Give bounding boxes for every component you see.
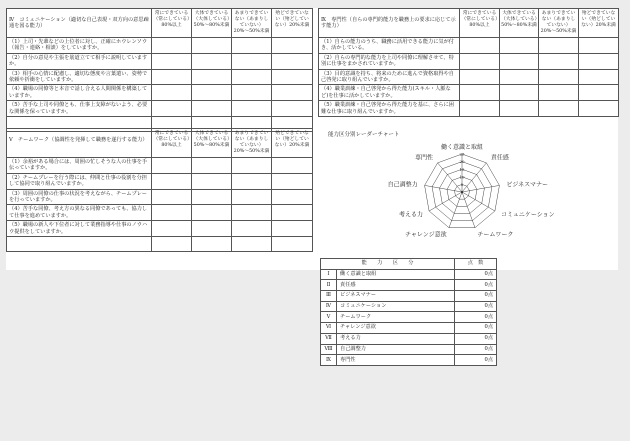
rating-cell[interactable] bbox=[232, 173, 272, 189]
question-row bbox=[7, 38, 313, 54]
question-text: （4）苦手な同僚、考え方の異なる同僚であっても、協力して仕事を進めていますか。 bbox=[7, 205, 152, 221]
radar-data-point bbox=[461, 191, 463, 193]
rating-cell[interactable] bbox=[232, 101, 272, 117]
rating-cell[interactable] bbox=[460, 85, 500, 101]
score-value: 0点 bbox=[455, 323, 497, 334]
score-value: 0点 bbox=[455, 291, 497, 302]
score-ability: ビジネスマナー bbox=[337, 291, 455, 302]
rating-label-1: 常にできている（常にしている）80%以上 bbox=[460, 9, 500, 38]
question-text: （3）相手の心情に配慮し、適切な態度や言葉遣い、姿勢で依頼や折衝をしていますか。 bbox=[7, 69, 152, 85]
score-num: Ⅶ bbox=[321, 333, 337, 344]
score-value: 0点 bbox=[455, 269, 497, 280]
radar-axis-line bbox=[425, 185, 462, 192]
rating-cell[interactable] bbox=[152, 205, 192, 221]
rating-cell[interactable] bbox=[272, 221, 313, 237]
rating-label-2: 大体できている（大体している）50%〜80%未満 bbox=[192, 129, 232, 158]
rating-cell[interactable] bbox=[539, 69, 579, 85]
score-ability: 専門性 bbox=[337, 355, 455, 366]
rating-cell[interactable] bbox=[272, 53, 313, 69]
rating-cell[interactable] bbox=[232, 69, 272, 85]
radar-chart bbox=[342, 138, 582, 246]
score-ability: 考える力 bbox=[337, 333, 455, 344]
rating-cell[interactable] bbox=[460, 53, 500, 69]
rating-cell[interactable] bbox=[272, 69, 313, 85]
question-text: （5）職業訓練・自己啓発から得た能力を基に、さらに困難な仕事に取り組んでいますか。 bbox=[319, 101, 460, 117]
blank-cell bbox=[7, 237, 152, 252]
rating-cell[interactable] bbox=[579, 53, 619, 69]
blank-row bbox=[7, 237, 313, 252]
question-row bbox=[7, 221, 313, 237]
blank-cell bbox=[272, 237, 313, 252]
rating-label-4: 殆どできていない（殆どしていない）20%未満 bbox=[272, 9, 313, 38]
score-header-ability: 能 力 区 分 bbox=[321, 259, 455, 270]
question-text: （1）上司・先輩などの上位者に対し、正確にホウレンソウ（報告・連絡・相談）をしていますか。 bbox=[7, 38, 152, 54]
score-ability: チームワーク bbox=[337, 312, 455, 323]
radar-axis-label: ビジネスマナー bbox=[506, 181, 549, 189]
question-row bbox=[7, 53, 313, 69]
rating-cell[interactable] bbox=[152, 189, 192, 205]
score-num: Ⅳ bbox=[321, 301, 337, 312]
question-text: （3）目的意識を持ち、将来のために進んで資格取得や自己啓発に取り組んでいますか。 bbox=[319, 69, 460, 85]
rating-cell[interactable] bbox=[272, 205, 313, 221]
rating-label-4: 殆どできていない（殆どしていない）20%未満 bbox=[579, 9, 619, 38]
question-row bbox=[7, 173, 313, 189]
section-ix-title: Ⅸ 専門性（自らの専門的能力を職務上の要求に応じて示す能力） bbox=[319, 9, 460, 38]
radar-axis-line bbox=[462, 192, 495, 211]
rating-cell[interactable] bbox=[192, 189, 232, 205]
rating-cell[interactable] bbox=[152, 158, 192, 174]
score-row bbox=[321, 301, 497, 312]
question-row bbox=[7, 69, 313, 85]
radar-scale-label: 20 bbox=[459, 159, 465, 165]
radar-axis-line bbox=[438, 163, 462, 192]
score-row bbox=[321, 312, 497, 323]
radar-scale-label: 5 bbox=[460, 182, 464, 187]
score-header-row bbox=[321, 259, 497, 270]
score-row bbox=[321, 355, 497, 366]
rating-cell[interactable] bbox=[152, 221, 192, 237]
radar-axis-line bbox=[462, 163, 486, 192]
question-text: （2）自らの専門的な能力を上司や同僚に理解させて、特別に仕事をまかされていますか。 bbox=[319, 53, 460, 69]
blank-cell bbox=[152, 237, 192, 252]
rating-cell[interactable] bbox=[579, 85, 619, 101]
score-value: 0点 bbox=[455, 280, 497, 291]
rating-cell[interactable] bbox=[460, 38, 500, 54]
score-num: Ⅸ bbox=[321, 355, 337, 366]
score-ability: チャレンジ意欲 bbox=[337, 323, 455, 334]
radar-axis-label: コミュニケーション bbox=[500, 211, 555, 219]
radar-axis-line bbox=[462, 192, 475, 228]
score-value: 0点 bbox=[455, 333, 497, 344]
question-row bbox=[7, 101, 313, 117]
rating-cell[interactable] bbox=[272, 101, 313, 117]
score-row bbox=[321, 269, 497, 280]
rating-cell[interactable] bbox=[579, 69, 619, 85]
score-num: Ⅱ bbox=[321, 280, 337, 291]
section-iv-table bbox=[6, 8, 313, 132]
rating-cell[interactable] bbox=[232, 85, 272, 101]
section-iv-title: Ⅳ コミュニケーション（適切な自己表現・双方向の意思疎通を図る能力） bbox=[7, 9, 152, 38]
chart-title: 能力区分別レーダーチャート bbox=[328, 132, 400, 138]
question-row bbox=[7, 85, 313, 101]
rating-cell[interactable] bbox=[272, 38, 313, 54]
rating-label-1: 常にできている（常にしている）80%以上 bbox=[152, 9, 192, 38]
rating-cell[interactable] bbox=[152, 38, 192, 54]
question-text: （2）チームプレーを行う際には、仲間と仕事の役割を分担して協同で取り組んでいますか。 bbox=[7, 173, 152, 189]
rating-cell[interactable] bbox=[232, 158, 272, 174]
question-row bbox=[319, 69, 619, 85]
radar-axis-label: チームワーク bbox=[477, 231, 514, 239]
rating-cell[interactable] bbox=[500, 85, 539, 101]
question-row bbox=[7, 205, 313, 221]
rating-cell[interactable] bbox=[192, 38, 232, 54]
question-row bbox=[7, 189, 313, 205]
rating-cell[interactable] bbox=[192, 53, 232, 69]
score-num: Ⅴ bbox=[321, 312, 337, 323]
question-row bbox=[319, 38, 619, 54]
rating-cell[interactable] bbox=[579, 101, 619, 117]
rating-cell[interactable] bbox=[192, 173, 232, 189]
rating-cell[interactable] bbox=[192, 158, 232, 174]
radar-axis-line bbox=[449, 192, 462, 228]
rating-cell[interactable] bbox=[152, 69, 192, 85]
score-num: Ⅲ bbox=[321, 291, 337, 302]
rating-cell[interactable] bbox=[232, 53, 272, 69]
radar-scale-label: 25 bbox=[459, 151, 465, 157]
score-value: 0点 bbox=[455, 355, 497, 366]
score-row bbox=[321, 344, 497, 355]
radar-axis-label: 自己調整力 bbox=[387, 181, 418, 189]
rating-cell[interactable] bbox=[500, 53, 539, 69]
section-iv-header bbox=[7, 9, 313, 38]
rating-cell[interactable] bbox=[500, 101, 539, 117]
rating-cell[interactable] bbox=[539, 53, 579, 69]
section-ix-table bbox=[318, 8, 619, 117]
question-row bbox=[7, 158, 313, 174]
rating-cell[interactable] bbox=[579, 38, 619, 54]
radar-axis-label: 考える力 bbox=[399, 211, 424, 219]
question-text: （1）自らの能力のうち、職務に活用できる能力に気が付き、活かしている。 bbox=[319, 38, 460, 54]
blank-cell bbox=[232, 237, 272, 252]
question-row bbox=[319, 85, 619, 101]
rating-cell[interactable] bbox=[192, 69, 232, 85]
question-text: （4）職場の同僚等と本音で話し合える人間関係を構築していますか。 bbox=[7, 85, 152, 101]
score-header-points: 点 数 bbox=[455, 259, 497, 270]
rating-label-2: 大体できている（大体している）50%〜80%未満 bbox=[500, 9, 539, 38]
rating-cell[interactable] bbox=[539, 38, 579, 54]
rating-cell[interactable] bbox=[539, 101, 579, 117]
rating-label-4: 殆どできていない（殆どしていない）20%未満 bbox=[272, 129, 313, 158]
radar-axis-label: 働く意識と取組 bbox=[440, 144, 484, 152]
rating-label-3: あまりできていない（あまりしていない）20%〜50%未満 bbox=[539, 9, 579, 38]
rating-cell[interactable] bbox=[192, 101, 232, 117]
score-row bbox=[321, 333, 497, 344]
question-text: （2）自分の意見や主張を筋道立てて相手に説明していますか。 bbox=[7, 53, 152, 69]
score-row bbox=[321, 323, 497, 334]
rating-cell[interactable] bbox=[500, 38, 539, 54]
radar-axis-line bbox=[462, 185, 499, 192]
rating-cell[interactable] bbox=[152, 53, 192, 69]
score-ability: 働く意識と取組 bbox=[337, 269, 455, 280]
question-row bbox=[319, 101, 619, 117]
radar-axis-line bbox=[429, 192, 462, 211]
question-text: （1）余裕がある場合には、周囲の忙しそうな人の仕事を手伝っていますか。 bbox=[7, 158, 152, 174]
rating-cell[interactable] bbox=[192, 85, 232, 101]
score-value: 0点 bbox=[455, 301, 497, 312]
rating-cell[interactable] bbox=[272, 189, 313, 205]
rating-cell[interactable] bbox=[539, 85, 579, 101]
rating-cell[interactable] bbox=[500, 69, 539, 85]
rating-cell[interactable] bbox=[232, 205, 272, 221]
rating-cell[interactable] bbox=[232, 38, 272, 54]
rating-cell[interactable] bbox=[192, 221, 232, 237]
rating-cell[interactable] bbox=[232, 221, 272, 237]
score-ability: 責任感 bbox=[337, 280, 455, 291]
rating-cell[interactable] bbox=[272, 173, 313, 189]
section-v-table bbox=[6, 128, 313, 252]
rating-label-3: あまりできていない（あまりしていない）20%〜50%未満 bbox=[232, 9, 272, 38]
score-num: Ⅵ bbox=[321, 323, 337, 334]
rating-cell[interactable] bbox=[272, 85, 313, 101]
score-ability: 自己調整力 bbox=[337, 344, 455, 355]
score-num: Ⅷ bbox=[321, 344, 337, 355]
score-value: 0点 bbox=[455, 312, 497, 323]
rating-cell[interactable] bbox=[232, 189, 272, 205]
score-num: Ⅰ bbox=[321, 269, 337, 280]
rating-cell[interactable] bbox=[272, 158, 313, 174]
score-value: 0点 bbox=[455, 344, 497, 355]
rating-cell[interactable] bbox=[192, 205, 232, 221]
rating-cell[interactable] bbox=[152, 101, 192, 117]
rating-label-1: 常にできている（常にしている）80%以上 bbox=[152, 129, 192, 158]
question-text: （5）苦手な上司や同僚とも、仕事上支障がないよう、必要な関係を保っていますか。 bbox=[7, 101, 152, 117]
radar-axis-label: 専門性 bbox=[415, 154, 434, 162]
rating-cell[interactable] bbox=[152, 85, 192, 101]
radar-scale-label: 10 bbox=[459, 174, 465, 180]
section-v-title: Ⅴ チームワーク（協調性を発揮して職務を遂行する能力） bbox=[7, 129, 152, 158]
rating-cell[interactable] bbox=[152, 173, 192, 189]
section-ix-header bbox=[319, 9, 619, 38]
score-row bbox=[321, 280, 497, 291]
score-table bbox=[320, 258, 497, 366]
radar-axis-label: 責任感 bbox=[490, 154, 509, 162]
question-text: （5）職場の新人や下位者に対して業務指導や仕事のノウハウ提供をしていますか。 bbox=[7, 221, 152, 237]
question-row bbox=[319, 53, 619, 69]
rating-label-2: 大体できている（大体している）50%〜80%未満 bbox=[192, 9, 232, 38]
rating-label-3: あまりできていない（あまりしていない）20%〜50%未満 bbox=[232, 129, 272, 158]
rating-cell[interactable] bbox=[460, 69, 500, 85]
section-v-header bbox=[7, 129, 313, 158]
radar-scale-label: 15 bbox=[459, 166, 465, 172]
blank-cell bbox=[192, 237, 232, 252]
radar-axis-label: チャレンジ意欲 bbox=[405, 231, 447, 239]
question-text: （4）職業訓練・自己啓発から得た能力(スキル・人脈など)を仕事に活かしていますか。 bbox=[319, 85, 460, 101]
question-text: （3）周囲の同僚の仕事の状況を考えながら、チームプレーを行っていますか。 bbox=[7, 189, 152, 205]
score-row bbox=[321, 291, 497, 302]
score-ability: コミュニケーション bbox=[337, 301, 455, 312]
rating-cell[interactable] bbox=[460, 101, 500, 117]
